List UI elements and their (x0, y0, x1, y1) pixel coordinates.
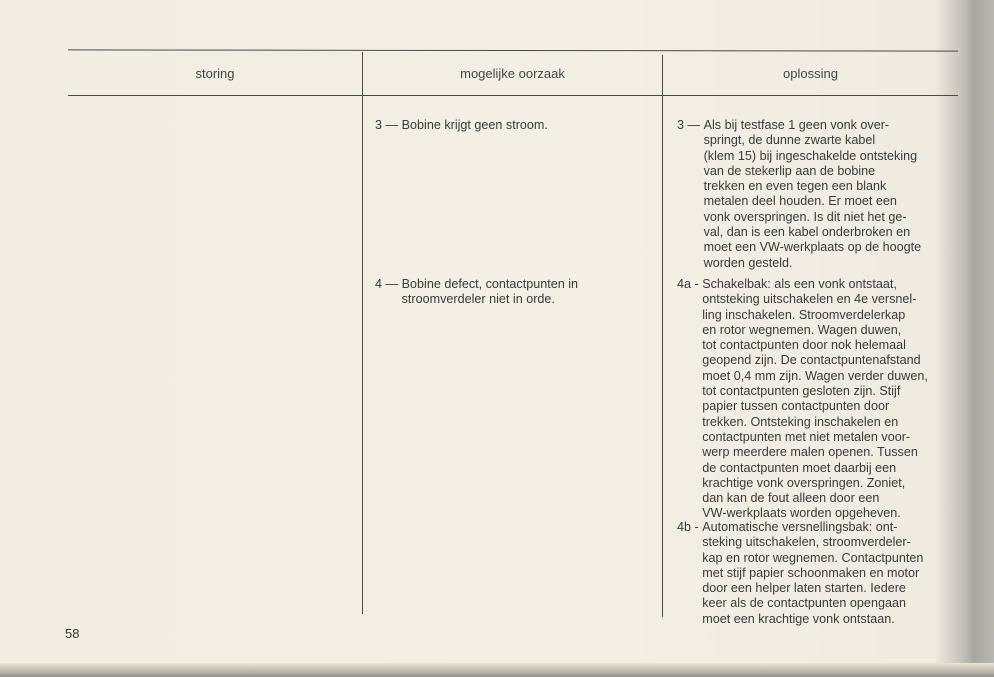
solution-number: 4a - (677, 277, 703, 291)
solution-text: Als bij testfase 1 geen vonk over- springt, de dunne zwarte kabel (klem 15) bij ingeschakelde ontsteking van de stekerlip aan de bobine trekken en even tegen een blank metalen deel houden. Er moet een vonk overspringen. Is dit niet het ge- val, dan is een kabel onderbroken en moet een VW-werkplaats op de hoogte worden gesteld. (703, 118, 922, 270)
solution-text: Automatische versnellingsbak: ont- steking uitschakelen, stroomverdeler- kap en rotor wegnemen. Contactpunten met stijf papier schoonmaken en motor door een helper laten starten. Iedere keer als de contactpunten opengaan moet een krachtige vonk ontstaan. (702, 520, 924, 626)
header-storing: storing (195, 66, 235, 81)
solution-number: 3 — (677, 118, 704, 132)
header-mogelijke-oorzaak: mogelijke oorzaak (460, 66, 565, 81)
cause-text: Bobine defect, contactpunten in stroomverdeler niet in orde. (401, 277, 579, 307)
cause-item-4 (375, 277, 578, 308)
solution-text: Schakelbak: als een vonk ontstaat, ontsteking uitschakelen en 4e versnel- ling inschakelen. Stroomverdelerkap en rotor wegnemen. Wagen duwen, tot contactpunten door nok helemaal geopend zijn. De contactpuntenafstand moet 0,4 mm zijn. Wagen verder duwen, tot contactpunten gesloten zijn. Stijf papier tussen contactpunten door trekken. Ontsteking inschakelen en contactpunten met niet metalen voor- werp meerdere malen openen. Tussen de contactpunten moet daarbij een krachtige vonk overspringen. Zoniet, dan kan de fout alleen door een VW-werkplaats worden opgeheven. (702, 277, 928, 521)
solution-number: 4b - (677, 520, 703, 534)
page-number: 58 (65, 626, 80, 641)
column-divider-2 (662, 55, 663, 617)
page-bottom-edge (0, 663, 994, 677)
solution-item-4b (677, 520, 923, 627)
cause-item-3 (375, 118, 548, 133)
table-top-rule (68, 49, 958, 51)
cause-text: Bobine krijgt geen stroom. (401, 118, 548, 132)
header-bottom-rule (68, 95, 958, 96)
column-divider-1 (362, 52, 363, 614)
cause-number: 3 — (375, 118, 402, 132)
solution-item-3 (677, 118, 921, 271)
header-oplossing: oplossing (783, 66, 838, 81)
cause-number: 4 — (375, 277, 402, 291)
solution-item-4a (677, 277, 928, 522)
